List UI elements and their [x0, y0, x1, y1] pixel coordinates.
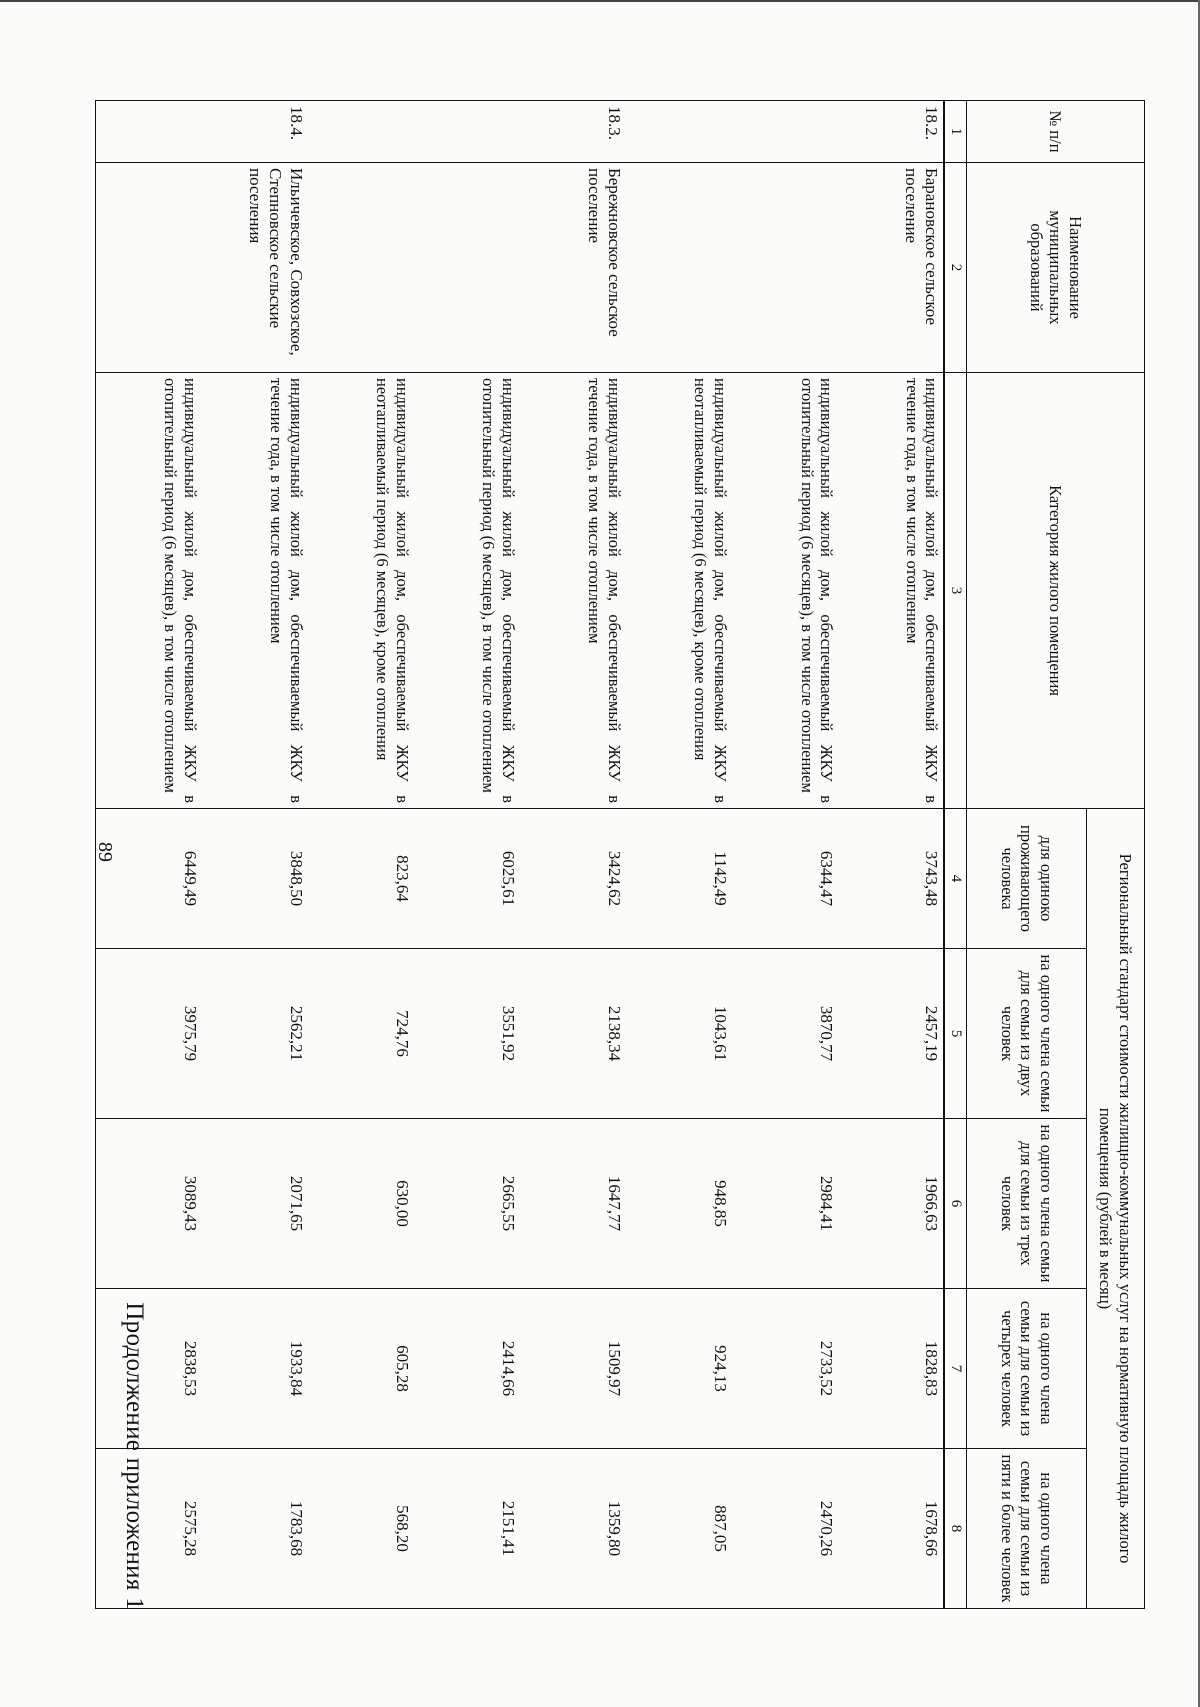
- header-col5: на одного члена семьи для семьи из двух человек: [967, 949, 1087, 1119]
- row-index: [626, 101, 732, 163]
- value-five-plus: 2151,41: [414, 1449, 520, 1609]
- value-two: 3975,79: [96, 949, 202, 1119]
- value-three: 1966,63: [838, 1119, 944, 1289]
- municipality-name: Ильичевское, Совхозское, Степновское сельские поселения: [202, 163, 308, 373]
- column-number-row: [945, 101, 967, 1609]
- value-five-plus: 1678,66: [838, 1449, 944, 1609]
- row-index: 18.2.: [838, 101, 944, 163]
- value-five-plus: 887,05: [626, 1449, 732, 1609]
- housing-category: индивидуальный жилой дом, обеспечиваемый ЖКУ в отопительный период (6 месяцев), в том числе отоплением: [732, 373, 838, 809]
- value-two: 2457,19: [838, 949, 944, 1119]
- value-two: 2138,34: [520, 949, 626, 1119]
- value-four: 2414,66: [414, 1289, 520, 1449]
- municipality-name: [96, 163, 202, 373]
- housing-category: индивидуальный жилой дом, обеспечиваемый ЖКУ в неотапливаемый период (6 месяцев), кроме отопления: [308, 373, 414, 809]
- value-three: 2665,55: [414, 1119, 520, 1289]
- value-five-plus: 1783,68: [202, 1449, 308, 1609]
- housing-category: индивидуальный жилой дом, обеспечиваемый ЖКУ в отопительный период (6 месяцев), в том числе отоплением: [96, 373, 202, 809]
- table-row: [96, 101, 202, 1609]
- row-index: [308, 101, 414, 163]
- column-number: 1: [945, 101, 967, 163]
- row-index: 18.4.: [202, 101, 308, 163]
- header-col8: на одного члена семьи для семьи из пяти и более человек: [967, 1449, 1087, 1609]
- row-index: [414, 101, 520, 163]
- value-single: 3743,48: [838, 809, 944, 949]
- housing-category: индивидуальный жилой дом, обеспечиваемый ЖКУ в неотапливаемый период (6 месяцев), кроме отопления: [626, 373, 732, 809]
- housing-category: индивидуальный жилой дом, обеспечиваемый ЖКУ в течение года, в том числе отоплением: [202, 373, 308, 809]
- value-single: 1142,49: [626, 809, 732, 949]
- header-row-1: [1087, 101, 1145, 1609]
- value-three: 2984,41: [732, 1119, 838, 1289]
- value-single: 3424,62: [520, 809, 626, 949]
- value-two: 724,76: [308, 949, 414, 1119]
- value-three: 2071,65: [202, 1119, 308, 1289]
- housing-category: индивидуальный жилой дом, обеспечиваемый ЖКУ в течение года, в том числе отоплением: [838, 373, 944, 809]
- municipality-name: [626, 163, 732, 373]
- table-body: [96, 101, 945, 1609]
- header-municipality: Наименование муниципальных образований: [967, 163, 1145, 373]
- value-two: 3870,77: [732, 949, 838, 1119]
- value-single: 823,64: [308, 809, 414, 949]
- header-category: Категория жилого помещения: [967, 373, 1145, 809]
- value-five-plus: 2575,28: [96, 1449, 202, 1609]
- value-four: 605,28: [308, 1289, 414, 1449]
- value-three: 1647,77: [520, 1119, 626, 1289]
- value-four: 924,13: [626, 1289, 732, 1449]
- municipality-name: [732, 163, 838, 373]
- column-number: 5: [945, 949, 967, 1119]
- header-group: Региональный стандарт стоимости жилищно-коммунальных услуг на нормативную площадь жилого помещения (рублей в месяц): [1087, 809, 1145, 1609]
- row-index: [732, 101, 838, 163]
- value-three: 948,85: [626, 1119, 732, 1289]
- table-row: [520, 101, 626, 1609]
- table-row: [202, 101, 308, 1609]
- municipality-name: [414, 163, 520, 373]
- column-number: 8: [945, 1449, 967, 1609]
- value-single: 6344,47: [732, 809, 838, 949]
- column-number: 3: [945, 373, 967, 809]
- value-two: 3551,92: [414, 949, 520, 1119]
- value-two: 2562,21: [202, 949, 308, 1119]
- municipality-name: Барановское сельское поселение: [838, 163, 944, 373]
- value-five-plus: 2470,26: [732, 1449, 838, 1609]
- appendix-title: Продолжение приложения 1: [121, 1302, 148, 1610]
- header-col6: на одного члена семьи для семьи из трех человек: [967, 1119, 1087, 1289]
- value-single: 3848,50: [202, 809, 308, 949]
- rate-table: [95, 100, 1145, 1609]
- column-number: 4: [945, 809, 967, 949]
- value-four: 2838,53: [96, 1289, 202, 1449]
- header-index: № п/п: [967, 101, 1145, 163]
- value-two: 1043,61: [626, 949, 732, 1119]
- value-four: 1828,83: [838, 1289, 944, 1449]
- value-five-plus: 1359,80: [520, 1449, 626, 1609]
- value-single: 6449,49: [96, 809, 202, 949]
- housing-category: индивидуальный жилой дом, обеспечиваемый ЖКУ в течение года, в том числе отоплением: [520, 373, 626, 809]
- value-three: 630,00: [308, 1119, 414, 1289]
- value-four: 1933,84: [202, 1289, 308, 1449]
- municipality-name: Бережновское сельское поселение: [520, 163, 626, 373]
- value-four: 1509,97: [520, 1289, 626, 1449]
- page-number: 89: [94, 842, 116, 862]
- table-row: [838, 101, 944, 1609]
- column-number: 6: [945, 1119, 967, 1289]
- value-single: 6025,61: [414, 809, 520, 949]
- table-row: [308, 101, 414, 1609]
- table-row: [626, 101, 732, 1609]
- value-five-plus: 568,20: [308, 1449, 414, 1609]
- table-row: [414, 101, 520, 1609]
- value-four: 2733,52: [732, 1289, 838, 1449]
- header-col7: на одного члена семьи для семьи из четырех человек: [967, 1289, 1087, 1449]
- row-index: 18.3.: [520, 101, 626, 163]
- table-row: [732, 101, 838, 1609]
- housing-category: индивидуальный жилой дом, обеспечиваемый ЖКУ в отопительный период (6 месяцев), в том числе отоплением: [414, 373, 520, 809]
- municipality-name: [308, 163, 414, 373]
- header-col4: для одиноко проживающего человека: [967, 809, 1087, 949]
- column-number: 7: [945, 1289, 967, 1449]
- row-index: [96, 101, 202, 163]
- column-number: 2: [945, 163, 967, 373]
- value-three: 3089,43: [96, 1119, 202, 1289]
